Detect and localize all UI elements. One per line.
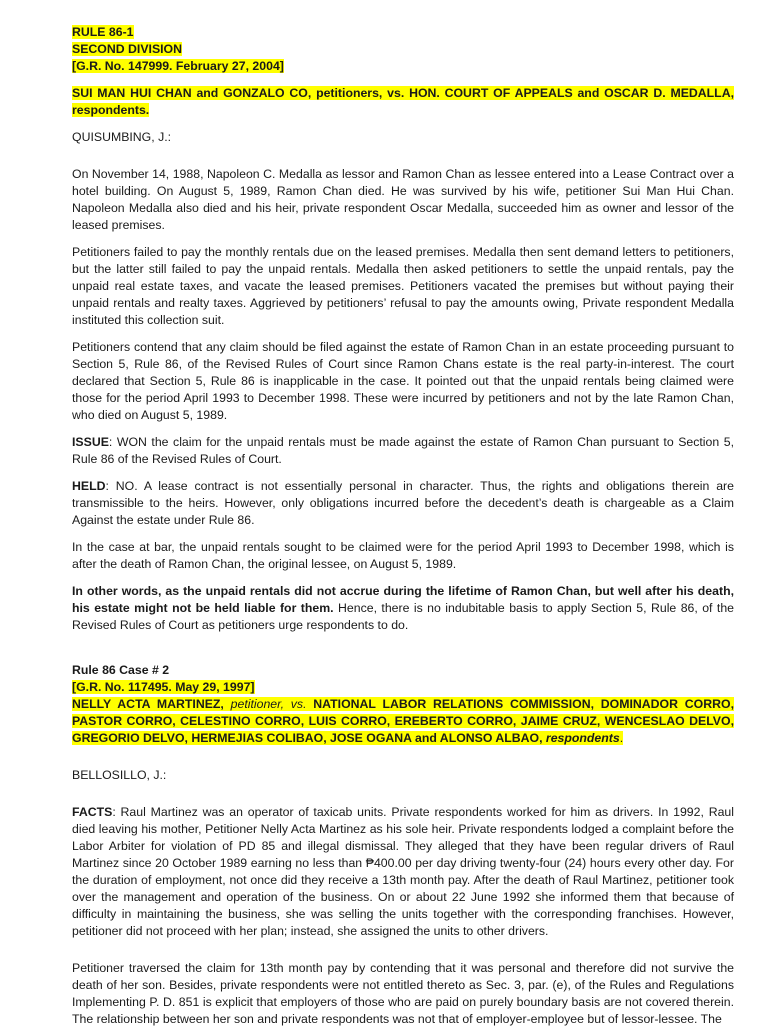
paragraph: On November 14, 1988, Napoleon C. Medalla as lessor and Ramon Chan as lessee entered into a Lease Contract over a hotel building. On August 5, 1989, Ramon Chan died. He was survived by his wife, petitioner Sui Man Hui Chan. Napoleon Medalla also died and his heir, private respondent Oscar Medalla, succeeded him as owner and lessor of the leased premises.: [72, 167, 734, 232]
facts-text: : Raul Martinez was an operator of taxicab units. Private respondents worked for him as drivers. In 1992, Raul died leaving his mother, Petitioner Nelly Acta Martinez as his sole heir. Private respondents lodged a complaint before the Labor Arbiter for violation of PD 85 and illegal dismissal. They alleged that they have been regular drivers of Raul Martinez since 20 October 1989 earning no less than ₱400.00 per day driving twenty-four (24) hours every other day. For the duration of employment, not once did they receive a 13th month pay. After the death of Raul Martinez, petitioner took over the management and operation of the business. On or about 22 June 1992 she informed them that because of difficulty in maintaining the business, she was selling the units together with the corresponding franchises. However, petitioner did not proceed with her plan; instead, she assigned the units to other drivers.: [72, 805, 734, 938]
held-text: : NO. A lease contract is not essentially personal in character. Thus, the rights and obligations therein are transmissible to the heirs. However, only obligations incurred before the decedent’s death is chargeable as a Claim Against the estate under Rule 86.: [72, 479, 734, 527]
case-parties: NELLY ACTA MARTINEZ, petitioner, vs. NATIONAL LABOR RELATIONS COMMISSION, DOMINADOR CORRO, PASTOR CORRO, CELESTINO CORRO, LUIS CORRO, EREBERTO CORRO, JAIME CRUZ, WENCESLAO DELVO, GREGORIO DELVO, HERMEJIAS COLIBAO, JOSE OGANA and ALONSO ALBAO, respondents.: [72, 697, 734, 745]
rule-heading: RULE 86-1: [72, 25, 134, 39]
paragraph: In the case at bar, the unpaid rentals sought to be claimed were for the period April 1993 to December 1998, which is after the death of Ramon Chan, the original lessee, on August 5, 1989.: [72, 540, 734, 571]
conclusion-text: Hence, there is no indubitable basis to apply Section 5, Rule 86, of the Revised Rules of Court as petitioners urge respondents to do.: [72, 601, 734, 632]
gr-number: [G.R. No. 147999. February 27, 2004]: [72, 59, 284, 73]
paragraph: Petitioners failed to pay the monthly rentals due on the leased premises. Medalla then sent demand letters to petitioners, but the latter still failed to pay the unpaid rentals. Medalla then asked petitioners to settle the unpaid rentals, pay the unpaid real estate taxes, and vacate the leased premises. Petitioners vacated the premises but without paying their unpaid rentals and realty taxes. Aggrieved by petitioners’ refusal to pay the amounts owing, Private respondent Medalla instituted this collection suit.: [72, 245, 734, 327]
document-body: [72, 24, 734, 1028]
held-label: HELD: [72, 479, 106, 493]
rule-heading: Rule 86 Case # 2: [72, 663, 170, 677]
paragraph: Petitioner traversed the claim for 13th month pay by contending that it was personal and therefore did not survive the death of her son. Besides, private respondents were not entitled thereto as Sec. 3, par. (e), of the Rules and Regulations Implementing P. D. 851 is explicit that employers of those who are paid on purely boundary basis are not covered therein. The relationship between her son and private respondents was not that of employer-employee but of lessor-lessee. The: [72, 961, 734, 1026]
issue-label: ISSUE: [72, 435, 109, 449]
case-parties: SUI MAN HUI CHAN and GONZALO CO, petitioners, vs. HON. COURT OF APPEALS and OSCAR D. MEDALLA, respondents.: [72, 86, 734, 117]
division-heading: SECOND DIVISION: [72, 42, 183, 56]
issue-paragraph: [72, 434, 734, 468]
conclusion-paragraph: [72, 583, 734, 634]
facts-label: FACTS: [72, 805, 113, 819]
ponente: QUISUMBING, J.:: [72, 130, 172, 144]
held-paragraph: [72, 478, 734, 529]
paragraph: Petitioners contend that any claim should be filed against the estate of Ramon Chan in an estate proceeding pursuant to Section 5, Rule 86, of the Revised Rules of Court since Ramon Chans estate is the real party-in-interest. The court declared that Section 5, Rule 86 is inapplicable in the case. It pointed out that the unpaid rentals being claimed were those for the period April 1993 to December 1998. These were incurred by petitioners and not by the late Ramon Chan, who died on August 5, 1989.: [72, 340, 734, 422]
ponente: BELLOSILLO, J.:: [72, 768, 167, 782]
conclusion-bold: In other words, as the unpaid rentals did not accrue during the lifetime of Ramon Chan, but well after his death, his estate might not be held liable for them.: [72, 584, 734, 615]
gr-number: [G.R. No. 117495. May 29, 1997]: [72, 680, 255, 694]
facts-paragraph: [72, 804, 734, 940]
issue-text: : WON the claim for the unpaid rentals must be made against the estate of Ramon Chan pursuant to Section 5, Rule 86 of the Revised Rules of Court.: [72, 435, 734, 466]
